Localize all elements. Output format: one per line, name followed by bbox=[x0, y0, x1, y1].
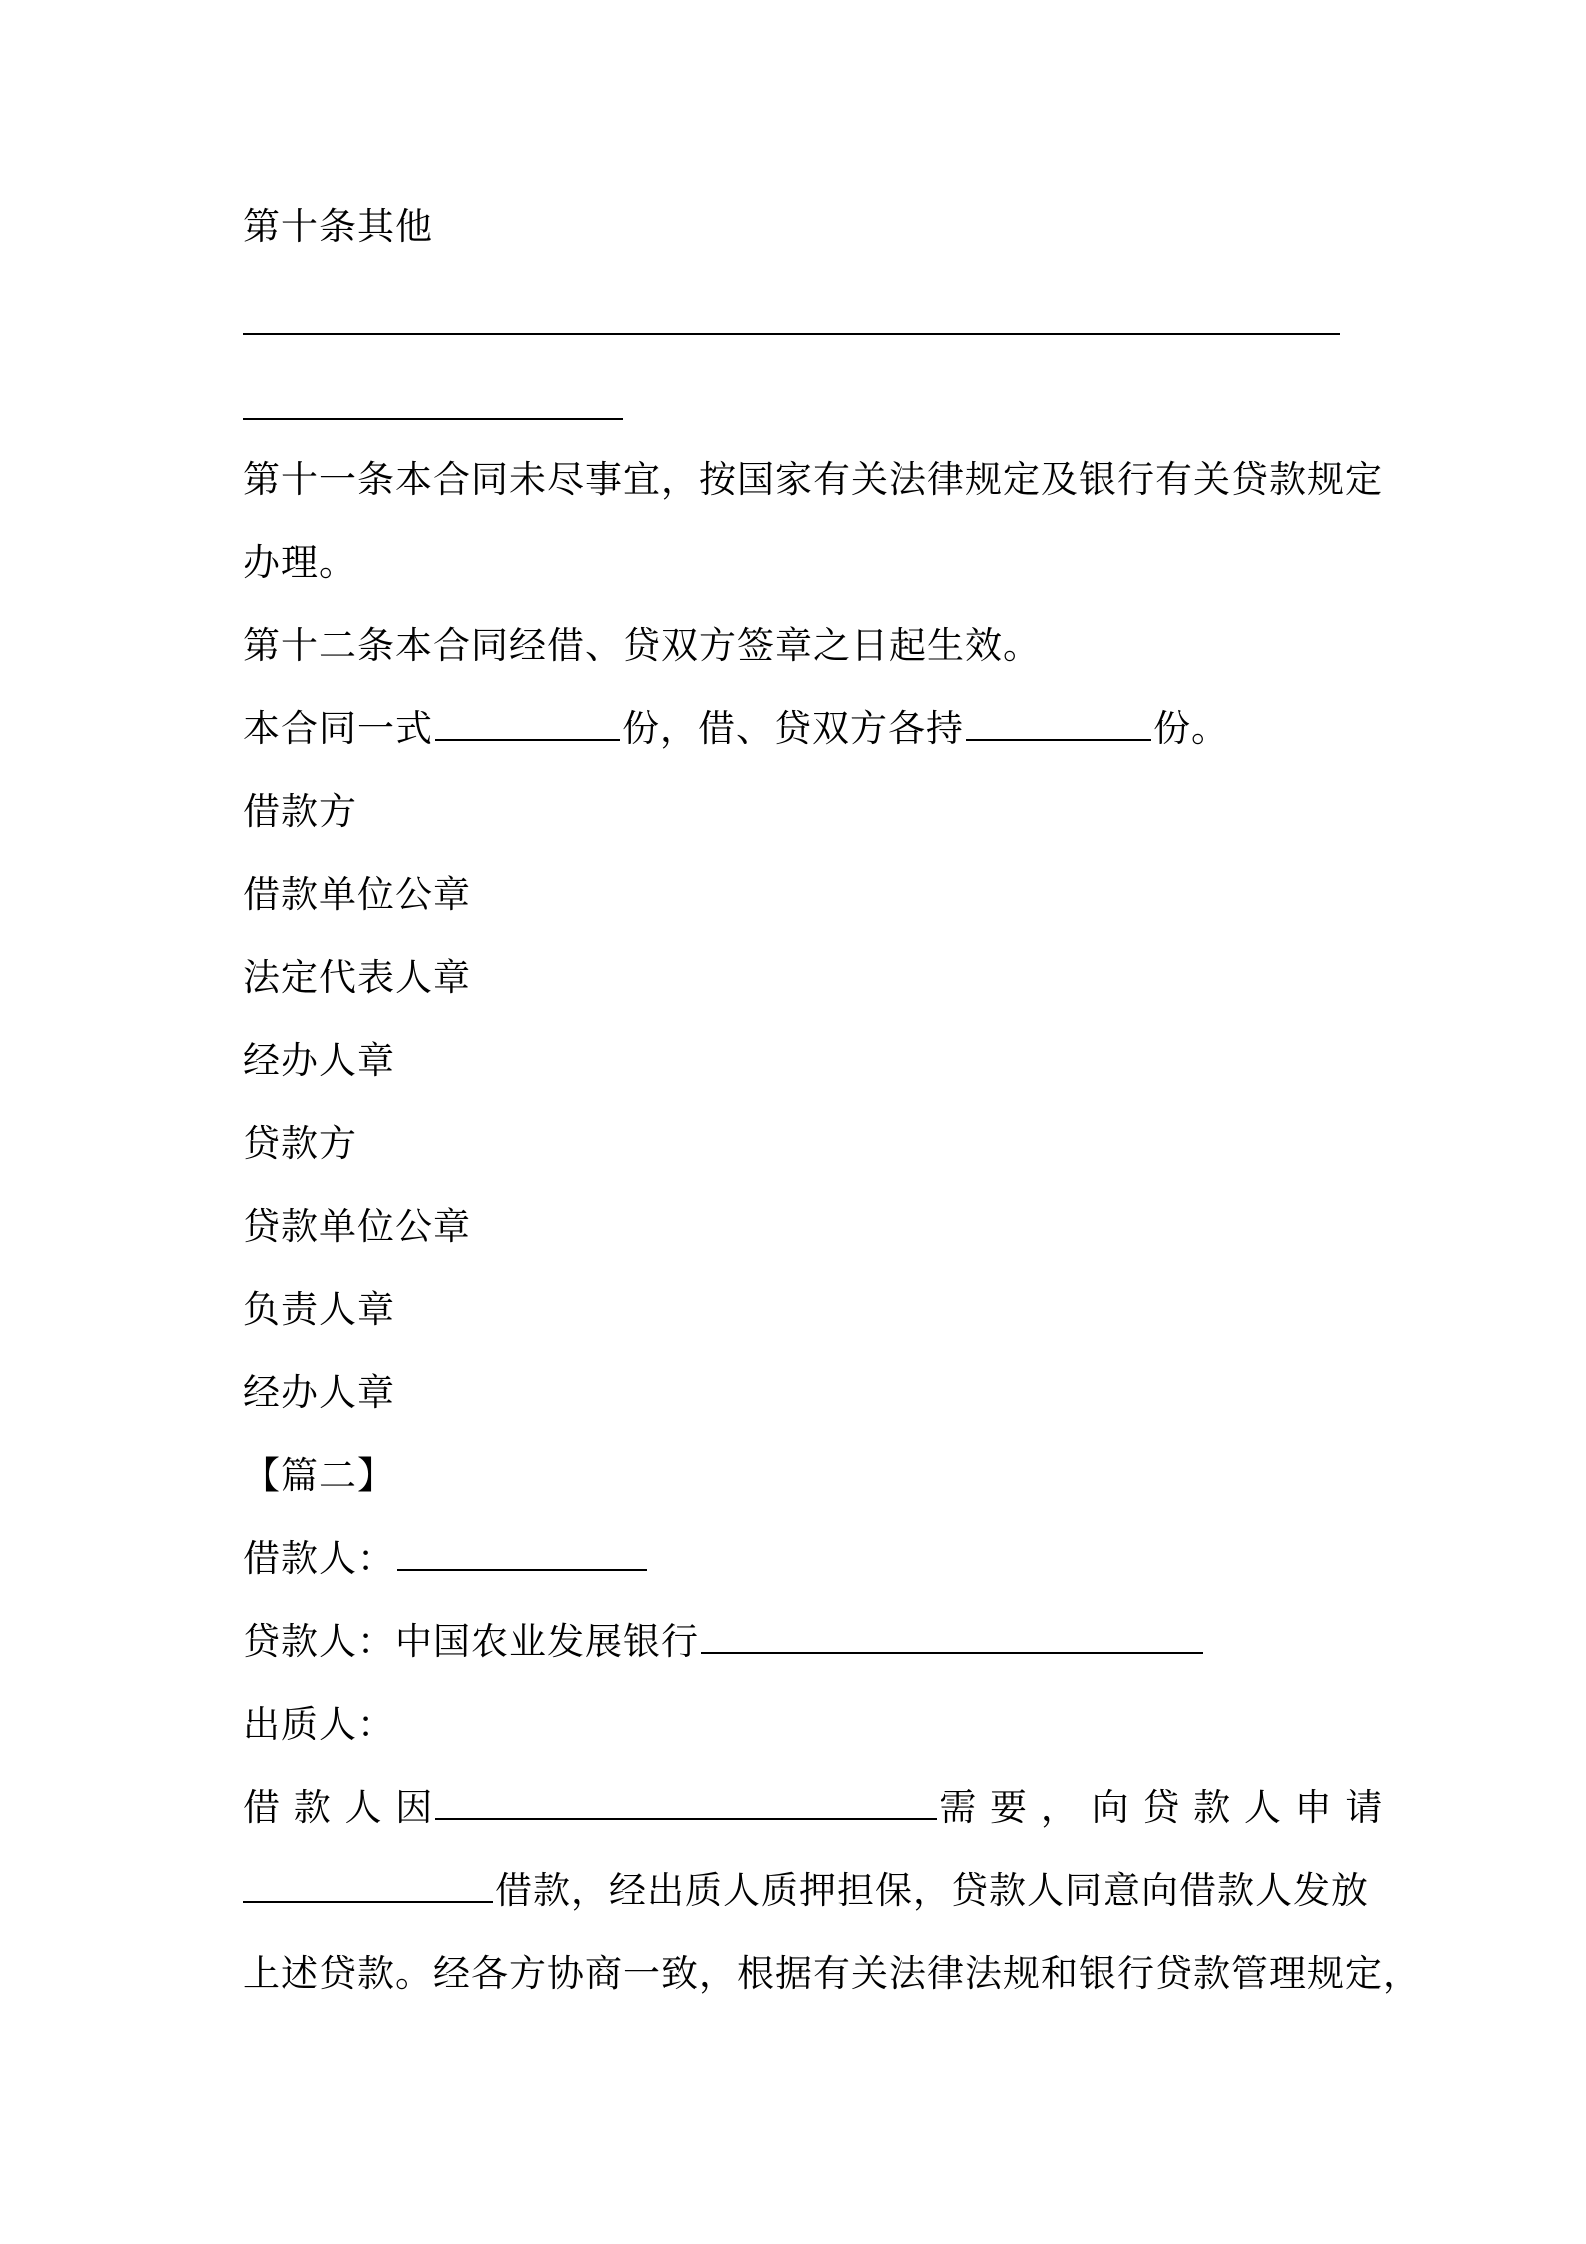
signature-lender-seal: 贷款单位公章 bbox=[243, 1205, 471, 1248]
para-line-2-text: 借款，经出质人质押担保，贷款人同意向借款人发放 bbox=[495, 1869, 1369, 1912]
para-line-1a: 借 款 人 因 bbox=[243, 1786, 434, 1829]
article-11-line-1: 第十一条本合同未尽事宜，按国家有关法律规定及银行有关贷款规定 bbox=[243, 458, 1383, 501]
para-line-2 bbox=[243, 1866, 1369, 1916]
borrower-blank bbox=[397, 1539, 647, 1571]
lender-label: 贷款人：中国农业发展银行 bbox=[243, 1620, 699, 1663]
article-12: 第十二条本合同经借、贷双方签章之日起生效。 bbox=[243, 624, 1041, 667]
signature-borrower: 借款方 bbox=[243, 790, 357, 833]
pledgor-line: 出质人： bbox=[243, 1703, 395, 1746]
signature-borrower-seal: 借款单位公章 bbox=[243, 873, 471, 916]
para-line-1b: 需 要 ， 向 贷 款 人 申 请 bbox=[939, 1786, 1384, 1829]
signature-responsible: 负责人章 bbox=[243, 1288, 395, 1331]
lender-line bbox=[243, 1617, 1205, 1667]
signature-legal-rep: 法定代表人章 bbox=[243, 956, 471, 999]
copies-part-1: 本合同一式 bbox=[243, 707, 433, 750]
purpose-blank bbox=[435, 1788, 937, 1820]
copies-blank-2 bbox=[966, 709, 1151, 741]
lender-blank bbox=[701, 1622, 1203, 1654]
blank-line-long bbox=[243, 333, 1340, 335]
borrower-label: 借款人： bbox=[243, 1537, 395, 1580]
amount-blank bbox=[243, 1871, 493, 1903]
article-11-line-2: 办理。 bbox=[243, 541, 357, 584]
signature-handler-2: 经办人章 bbox=[243, 1371, 395, 1414]
borrower-line bbox=[243, 1534, 649, 1584]
article-10-heading: 第十条其他 bbox=[243, 205, 433, 248]
para-line-3: 上述贷款。经各方协商一致，根据有关法律法规和银行贷款管理规定， bbox=[243, 1952, 1421, 1995]
section-title: 【篇二】 bbox=[243, 1454, 395, 1497]
copies-blank-1 bbox=[435, 709, 620, 741]
copies-part-3: 份。 bbox=[1153, 707, 1229, 750]
blank-line-short bbox=[243, 418, 623, 420]
copies-clause bbox=[243, 704, 1229, 754]
signature-lender: 贷款方 bbox=[243, 1122, 357, 1165]
copies-part-2: 份，借、贷双方各持 bbox=[622, 707, 964, 750]
signature-handler-1: 经办人章 bbox=[243, 1039, 395, 1082]
para-line-1 bbox=[243, 1783, 1383, 1833]
